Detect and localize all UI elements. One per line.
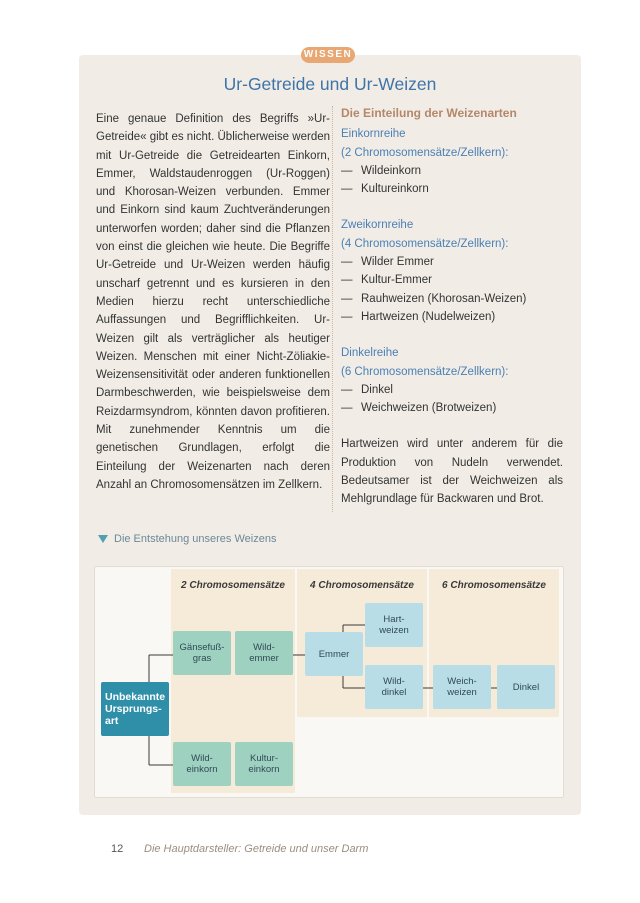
group-dinkel [341, 344, 563, 417]
body-text: Eine genaue Definition des Begriffs »Ur-Getreide« gibt es nicht. Üblicherweise werden mit Ur-Getreide die Getreidearten Einkorn, Emmer, Waldstaudenroggen (Ur-Roggen) und Khorosan-Weizen verbunden. Emmer und Einkorn sind kaum Zuchtveränderungen unterworfen worden; daher sind die Pflanzen von einst die gleichen wie heute. Die Begriffe Ur-Getreide und Ur-Weizen werden häufig unscharf getrennt und es kursieren in den Medien hierzu recht unterschiedliche Auffassungen und Begrifflichkeiten. Ur-Weizen gilt als verträglicher als heutiger Weizen. Menschen mit einer Nicht-Zöliakie-Weizensensitivität oder anderen funktionellen Darmbeschwerden, wie beispielsweise dem Reizdarmsyndrom, könnten davon profitieren. Mit zunehmender Kenntnis um die genetischen Grundlagen, erfolgt die Einteilung der Weizenarten nach deren Anzahl an Chromosomensätzen im Zellkern. [96, 113, 330, 491]
list-item-label: Hartweizen (Nudelweizen) [361, 310, 496, 323]
dash: — [341, 310, 353, 323]
column-divider [332, 106, 333, 512]
node-hartweizen: Hart- weizen [365, 603, 423, 647]
group-title: Zweikornreihe [341, 219, 414, 232]
column-header: 2 Chromosomensätze [181, 580, 285, 591]
dash: — [341, 164, 353, 177]
running-footer: Die Hauptdarsteller: Getreide und unser Darm [144, 843, 369, 855]
list-item-label: Weichweizen (Brotweizen) [361, 402, 497, 415]
list-item-label: Rauhweizen (Khorosan-Weizen) [361, 292, 527, 305]
group-subtitle: (4 Chromosomensätze/Zellkern): [341, 237, 509, 250]
list-item-label: Dinkel [361, 383, 393, 396]
group-subtitle: (6 Chromosomensätze/Zellkern): [341, 365, 509, 378]
list-item [341, 180, 563, 198]
dash: — [341, 274, 353, 287]
list-item [341, 162, 563, 180]
node-wilddinkel: Wild- dinkel [365, 665, 423, 709]
list-item [341, 253, 563, 271]
column-header: 4 Chromosomensätze [310, 580, 414, 591]
diagram-frame [94, 566, 564, 798]
dash: — [341, 383, 353, 396]
node-weichweizen: Weich- weizen [433, 665, 491, 709]
sidebar-heading: Die Einteilung der Weizenarten [341, 106, 517, 120]
node-emmer: Emmer [305, 632, 363, 676]
diagram-heading [98, 533, 276, 545]
group-zweikorn [341, 216, 563, 326]
group-einkorn [341, 125, 563, 198]
node-origin: Unbekannte Ursprungs- art [101, 682, 169, 736]
node-dinkel: Dinkel [497, 665, 555, 709]
sidebar [341, 104, 563, 509]
list-item-label: Kultur-Emmer [361, 274, 432, 287]
group-title: Einkornreihe [341, 128, 406, 141]
triangle-down-icon [98, 535, 108, 543]
wissen-badge: WISSEN [301, 47, 355, 63]
node-kultureinkorn: Kultur- einkorn [235, 742, 293, 786]
column-header: 6 Chromosomensätze [442, 580, 546, 591]
node-wildemmer: Wild- emmer [235, 631, 293, 675]
group-subtitle: (2 Chromosomensätze/Zellkern): [341, 146, 509, 159]
list-item-label: Kultureinkorn [361, 183, 429, 196]
list-item [341, 399, 563, 417]
list-item-label: Wilder Emmer [361, 256, 434, 269]
dash: — [341, 256, 353, 269]
sidebar-note: Hartweizen wird unter anderem für die Produktion von Nudeln verwendet. Bedeutsamer ist der Weichweizen als Mehlgrundlage für Backwaren und Brot. [341, 438, 563, 506]
list-item-label: Wildeinkorn [361, 164, 422, 177]
page-title: Ur-Getreide und Ur-Weizen [223, 74, 437, 94]
list-item [341, 308, 563, 326]
list-item [341, 381, 563, 399]
list-item [341, 290, 563, 308]
list-item [341, 271, 563, 289]
node-wildeinkorn: Wild- einkorn [173, 742, 231, 786]
group-title: Dinkelreihe [341, 347, 399, 360]
diagram-heading-label: Die Entstehung unseres Weizens [114, 533, 277, 545]
dash: — [341, 183, 353, 196]
page-number: 12 [111, 843, 124, 855]
dash: — [341, 292, 353, 305]
dash: — [341, 402, 353, 415]
node-gaensefussgras: Gänsefuß- gras [173, 631, 231, 675]
